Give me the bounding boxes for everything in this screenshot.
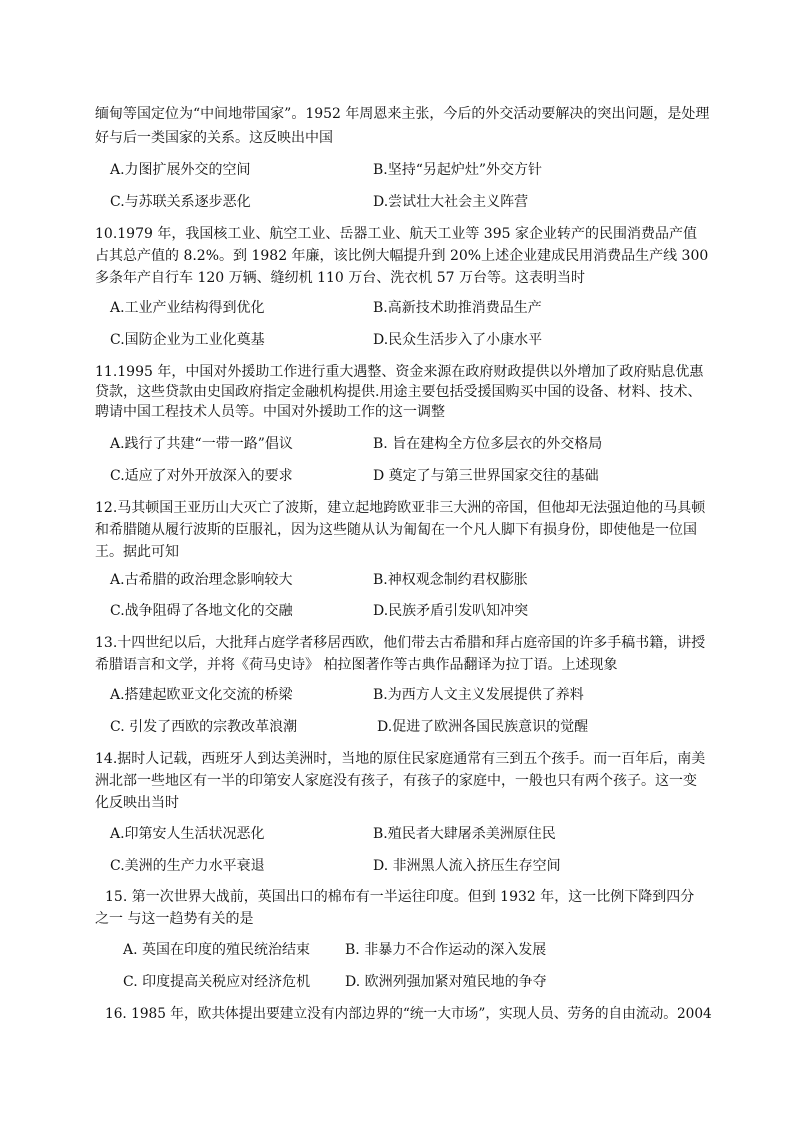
q10-option-b: B.高新技术助推消费品生产 [373,300,542,316]
q16-text-line-1: 16. 1985 年，欧共体提出要建立没有内部边界的“统一大市场”，实现人员、劳务的自由流动。2004 [105,1006,712,1022]
q10-text-line-1: 10.1979 年，我国核工业、航空工业、岳器工业、航天工业等 395 家企业转产的民围消费品产值 [95,226,697,242]
q9-text-line-1: 缅甸等国定位为“中间地带国家”。1952 年周恩来主张，今后的外交活动要解决的突出问题，是处理 [95,106,710,122]
q12-text-line-3: 王。据此可知 [95,544,179,560]
q11-text-line-3: 聘请中国工程技术人员等。中国对外援助工作的这一调整 [95,404,445,420]
q13-option-d: D.促进了欧洲各国民族意识的觉醒 [377,719,589,735]
q10-option-d: D.民众生活步入了小康水平 [373,332,543,348]
q13-option-c: C. 引发了西欧的宗教改革浪潮 [110,719,298,735]
q12-option-b: B.神权观念制约君权膨胀 [373,572,528,588]
q12-option-d: D.民族矛盾引发叭知冲突 [373,603,529,619]
q13-text-line-2: 希腊语言和文学，并将《荷马史诗》 柏拉图著作等古典作品翻译为拉丁语。上述现象 [95,657,618,673]
q14-option-a: A.印第安人生活状况恶化 [110,826,265,842]
q12-text-line-2: 和希腊随从履行波斯的臣服礼，因为这些随从认为匍匐在一个凡人脚下有损身份，即使他是一位国 [95,522,697,538]
q9-option-c: C.与苏联关系逐步恶化 [110,194,251,210]
q12-option-c: C.战争阻碍了各地文化的交融 [110,603,293,619]
q9-option-b: B.坚持“另起炉灶”外交方针 [373,162,543,178]
q10-text-line-2: 占其总产值的 8.2%。到 1982 年廉，该比例大幅提升到 20%上述企业建成民用消费品生产线 300 [95,248,709,264]
q11-option-c: C.适应了对外开放深入的要求 [110,468,293,484]
q14-text-line-2: 洲北部一些地区有一半的印第安人家庭没有孩子，有孩子的家庭中，一般也只有两个孩子。这一变 [95,773,697,789]
q9-text-line-2: 好与后一类国家的关系。这反映出中国 [95,130,333,146]
q11-option-b: B. 旨在建构全方位多层衣的外交格局 [373,436,603,452]
q10-option-c: C.国防企业为工业化奠基 [110,332,265,348]
q10-option-a: A.工业产业结构得到优化 [110,300,265,316]
q14-option-d: D. 非洲黑人流入挤压生存空间 [373,858,561,874]
q14-option-b: B.殖民者大肆屠杀美洲原住民 [373,826,556,842]
q13-option-b: B.为西方人文主义发展提供了养料 [373,687,584,703]
q13-option-a: A.搭建起欧亚文化交流的桥梁 [110,687,293,703]
q14-text-line-1: 14.据时人记载，西班牙人到达美洲时，当地的原住民家庭通常有三到五个孩手。而一百年后，南美 [95,751,706,767]
q15-option-d: D. 欧洲列强加紧对殖民地的争夺 [345,974,547,990]
q14-text-line-3: 化反映出当时 [95,795,179,811]
q11-option-a: A.践行了共建“一带一路”倡议 [110,436,293,452]
q12-option-a: A.古希腊的政治理念影响较大 [110,572,293,588]
q15-text-line-2: 之一 与这一趋势有关的是 [95,911,254,927]
q15-text-line-1: 15. 第一次世界大战前，英国出口的棉布有一半运往印度。但到 1932 年，这一比例下降到四分 [105,889,695,905]
q13-text-line-1: 13.十四世纪以后，大批拜占庭学者移居西欧，他们带去古希腊和拜占庭帝国的许多手稿书籍，讲授 [95,635,706,651]
q15-option-a: A. 英国在印度的殖民统治结束 [123,942,311,958]
q11-option-d: D 奠定了与第三世界国家交往的基础 [373,468,599,484]
q15-option-b: B. 非暴力不合作运动的深入发展 [345,942,547,958]
q9-option-a: A.力图扩展外交的空间 [110,162,251,178]
q11-text-line-1: 11.1995 年，中国对外援助工作进行重大遇整、资金来源在政府财政提供以外增加了政府贴息优惠 [95,364,704,380]
q15-option-c: C. 印度提高关税应对经济危机 [123,974,311,990]
q10-text-line-3: 多条年产自行车 120 万辆、缝纫机 110 万台、洗衣机 57 万台等。这表明当时 [95,270,585,286]
q14-option-c: C.美洲的生产力水平衰退 [110,858,265,874]
q12-text-line-1: 12.马其顿国王亚历山大灭亡了波斯，建立起地跨欧亚非三大洲的帝国，但他却无法强迫他的马具顿 [95,500,706,516]
q11-text-line-2: 贷款，这些贷款由史国政府指定金融机构提供.用途主要包括受援国购买中国的设备、材料、技术、 [95,384,702,400]
q9-option-d: D.尝试壮大社会主义阵营 [373,194,529,210]
